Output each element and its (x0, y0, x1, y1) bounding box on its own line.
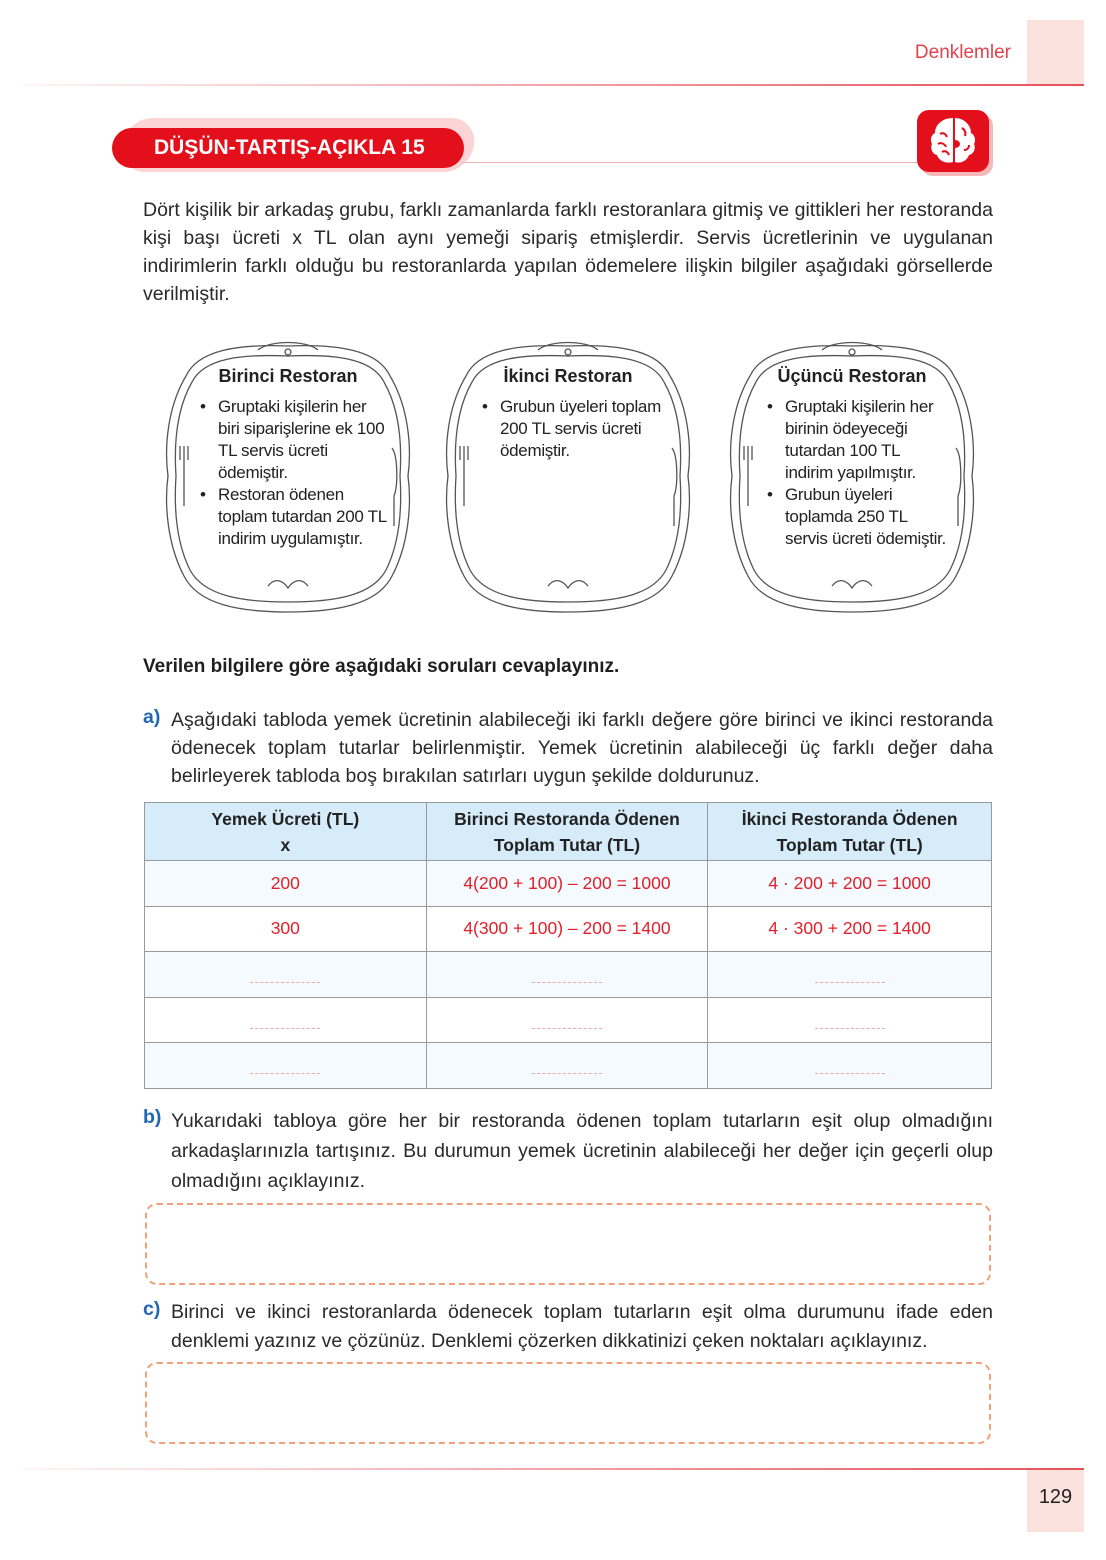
fill-in-line (250, 982, 320, 983)
blank-table-row (145, 997, 992, 1043)
question-text: Aşağıdaki tabloda yemek ücretinin alabileceği iki farklı değere göre birinci ve ikinci restoranda ödenecek toplam tutarlar belirlenmiştir. Yemek ücretinin alabileceği üç farklı değer daha belirleyerek tabloda boş bırakılan satırları uygun şekilde doldurunuz. (171, 709, 993, 787)
column-header (145, 803, 427, 861)
rule-item: • Grubun üyeleri toplam 200 TL servis ücreti ödemiştir. (482, 396, 662, 462)
header-line: İkinci Restoranda Ödenen (741, 808, 958, 829)
restaurant-rules (200, 396, 390, 550)
table-cell: 4(300 + 100) – 200 = 1400 (426, 906, 708, 952)
restaurant-title: İkinci Restoran (503, 366, 633, 386)
activity-banner (112, 118, 472, 176)
blank-table-row (145, 1043, 992, 1089)
header-line: Toplam Tutar (TL) (493, 834, 641, 855)
column-header (426, 803, 708, 861)
header-line: Yemek Ücreti (TL) (211, 808, 360, 829)
question-a (143, 706, 993, 796)
fill-in-line (532, 982, 602, 983)
activity-title: DÜŞÜN-TARTIŞ-AÇIKLA 15 (112, 128, 464, 168)
fill-in-line (815, 1028, 885, 1029)
blank-cell[interactable] (426, 997, 708, 1043)
header-line: Toplam Tutar (TL) (776, 834, 923, 855)
question-c (143, 1298, 993, 1358)
blank-cell[interactable] (426, 952, 708, 998)
table-cell: 4 · 300 + 200 = 1400 (708, 906, 992, 952)
blank-cell[interactable] (708, 952, 992, 998)
table-cell: 4(200 + 100) – 200 = 1000 (426, 861, 708, 907)
question-b (143, 1106, 993, 1198)
question-text: Yukarıdaki tabloya göre her bir restoranda ödenen toplam tutarların eşit olup olmadığını arkadaşlarınızla tartışınız. Bu durumun yemek ücretinin alabileceği her değer için geçerli olup olmadığını açıklayınız. (171, 1110, 993, 1192)
blank-table-row (145, 952, 992, 998)
blank-cell[interactable] (708, 1043, 992, 1089)
table-row (145, 906, 992, 952)
restaurant-card-3 (722, 336, 982, 622)
totals-table (144, 802, 992, 1089)
blank-cell[interactable] (145, 997, 427, 1043)
rule-item: • Gruptaki kişilerin her biri siparişlerine ek 100 TL servis ücreti ödemiştir. (200, 396, 390, 484)
restaurant-card-2 (438, 336, 698, 622)
answer-box-c[interactable] (145, 1362, 991, 1444)
banner-rule (462, 162, 922, 163)
instruction-heading: Verilen bilgilere göre aşağıdaki soruları cevaplayınız. (143, 656, 620, 677)
table-cell: 200 (145, 861, 427, 907)
fill-in-line (532, 1028, 602, 1029)
fill-in-line (815, 1073, 885, 1074)
blank-cell[interactable] (708, 997, 992, 1043)
blank-cell[interactable] (145, 952, 427, 998)
rule-item: • Gruptaki kişilerin her birinin ödeyeceği tutardan 100 TL indirim yapılmıştır. (767, 396, 949, 484)
question-letter: b) (143, 1106, 162, 1128)
fill-in-line (815, 982, 885, 983)
page-number: 129 (1038, 1486, 1073, 1508)
fill-in-line (532, 1073, 602, 1074)
brain-puzzle-icon (917, 110, 989, 172)
table-cell: 300 (145, 906, 427, 952)
blank-cell[interactable] (145, 1043, 427, 1089)
table-header-row (145, 803, 992, 861)
rule-item: • Grubun üyeleri toplamda 250 TL servis ücreti ödemiştir. (767, 484, 949, 550)
restaurant-rules (767, 396, 949, 550)
blank-cell[interactable] (426, 1043, 708, 1089)
question-letter: a) (143, 706, 161, 728)
column-header (708, 803, 992, 861)
intro-paragraph: Dört kişilik bir arkadaş grubu, farklı zamanlarda farklı restoranlara gitmiş ve gittikleri her restoranda kişi başı ücreti x TL olan aynı yemeği sipariş etmişlerdir. Servis ücretlerinin ve uygulanan indirimlerin farklı olduğu bu restoranlarda yapılan ödemelere ilişkin bilgiler aşağıdaki görsellerde verilmiştir. (143, 199, 993, 305)
header-rule (24, 84, 1084, 86)
restaurant-rules (482, 396, 662, 462)
header-line: Birinci Restoranda Ödenen (454, 808, 680, 829)
question-text: Birinci ve ikinci restoranlarda ödenecek toplam tutarların eşit olma durumunu ifade eden denklemi yazınız ve çözünüz. Denklemi çözerken dikkatinizi çeken noktaları açıklayınız. (171, 1301, 993, 1352)
table-cell: 4 · 200 + 200 = 1000 (708, 861, 992, 907)
footer-rule (24, 1468, 1084, 1470)
fill-in-line (250, 1028, 320, 1029)
table-row (145, 861, 992, 907)
restaurant-title: Birinci Restoran (218, 366, 358, 386)
header-accent-band (1027, 20, 1084, 84)
fill-in-line (250, 1073, 320, 1074)
rule-item: • Restoran ödenen toplam tutardan 200 TL indirim uygulamıştır. (200, 484, 390, 550)
answer-box-b[interactable] (145, 1203, 991, 1285)
question-letter: c) (143, 1298, 161, 1320)
chapter-title: Denklemler (914, 42, 1011, 63)
header-line: x (280, 834, 291, 855)
restaurant-title: Üçüncü Restoran (777, 366, 927, 386)
restaurant-card-1 (158, 336, 418, 622)
